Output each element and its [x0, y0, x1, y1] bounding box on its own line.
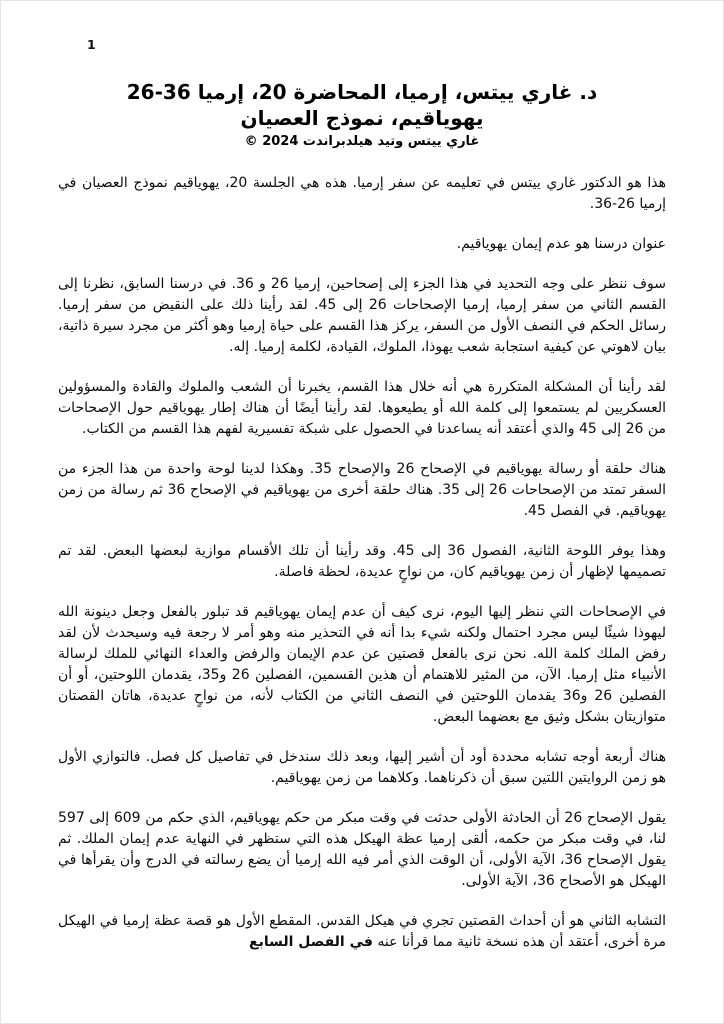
copyright-line: غاري ييتس وتيد هيلدبراندت 2024 © — [244, 134, 480, 149]
paragraph-chapter26-timing: يقول الإصحاح 26 أن الحادثة الأولى حدثت في وقت مبكر من حكم يهوياقيم، الذي حكم من 609 إلى 597 لنا، في وقت مبكر من حكمه، ألقى إرميا عظة الهيكل هذه التي ستظهر في النهاية عدم إيمان الملك. ثم يقول الإصحاح 36، الآية الأولى، أن الوقت الذي أمر فيه الله إرميا أن يضع رسالته في الدرج وأن يقرأها في الهيكل هو الأصحاح 36، الآية الأولى. — [58, 810, 666, 889]
paragraph-intro: هذا هو الدكتور غاري ييتس في تعليمه عن سفر إرميا. هذه هي الجلسة 20، يهوياقيم نموذج العصيان في إرميا 26-36. — [58, 175, 666, 212]
paragraph-jehoiakim-episodes: هناك حلقة أو رسالة يهوياقيم في الإصحاح 26 والإصحاح 35. وهكذا لدينا لوحة واحدة من هذا الجزء من السفر تمتد من الإصحاحات 26 إلى 35. هناك حلقة أخرى من يهوياقيم في الإصحاح 36 ثم رسالة من زمن يهوياقيم. في الفصل 45. — [58, 461, 666, 519]
paragraph-four-similarities: هناك أربعة أوجه تشابه محددة أود أن أشير إليها، وبعد ذلك سندخل في تفاصيل كل فصل. فالتوازي الأول هو زمن الروايتين اللتين سبق أن ذكرناهما. وكلاهما من زمن يهوياقيم. — [58, 749, 666, 786]
document-body — [58, 173, 666, 953]
paragraph-second-similarity-bold: في الفصل السابع — [249, 934, 373, 950]
paragraph-second-similarity — [58, 911, 666, 953]
doc-title-line1: د. غاري ييتس، إرميا، المحاضرة 20، إرميا 36-26 — [126, 80, 598, 104]
paragraph-second-similarity-text: التشابه الثاني هو أن أحداث القصتين تجري في هيكل القدس. المقطع الأول هو قصة عظة إرميا في الهيكل مرة أخرى، أعتقد أن هذه نسخة ثانية مما قرأنا عنه — [58, 913, 666, 950]
document-header — [58, 79, 666, 149]
doc-title-line2: يهوياقيم، نموذج العصيان — [240, 106, 484, 130]
paragraph-overview: سوف ننظر على وجه التحديد في هذا الجزء إلى إصحاحين، إرميا 26 و 36. في درسنا السابق، نظرنا إلى القسم الثاني من سفر إرميا، إرميا الإصحاحات 26 إلى 45. لقد رأينا ذلك على النقيض من سفر إرميا. رسائل الحكم في النصف الأول من السفر، يركز هذا القسم على حياة إرميا وهو أكثر من مجرد سيرة ذاتية، بيان لاهوتي عن كيفية استجابة شعب يهوذا، الملوك، القيادة، لكلمة إرميا. إله. — [58, 276, 666, 355]
paragraph-lesson-title: عنوان درسنا هو عدم إيمان يهوياقيم. — [456, 236, 666, 252]
paragraph-recurring-problem: لقد رأينا أن المشكلة المتكررة هي أنه خلال هذا القسم، يخبرنا أن الشعب والملوك والقادة والمسؤولين العسكريين لم يستمعوا إلى كلمة الله أو يطيعوها. لقد رأينا أيضًا أن هناك إطار يهوياقيم حول الإصحاحات من 26 إلى 45 والذي أعتقد أنه يساعدنا في الحصول على شبكة تفسيرية لفهم هذا القسم من الكتاب. — [58, 379, 666, 437]
paragraph-unbelief-crystallized: في الإصحاحات التي ننظر إليها اليوم، نرى كيف أن عدم إيمان يهوياقيم قد تبلور بالفعل وجعل دينونة الله ليهوذا شيئًا ليس مجرد احتمال ولكنه شيء بدا أنه في التحذير منه وهو أمر لا رجعة فيه وسيحدث لأن لقد رفض الملك كلمة الله. نحن نرى بالفعل قصتين عن عدم الإيمان والرفض والعداء النهائي للملك لرسالة الأنبياء مثل إرميا. الآن، من المثير للاهتمام أن هذين القسمين، الفصلين 26 و35، يقدمان اللوحتين، أو أن الفصلين 26 و36 يقدمان اللوحتين في النصف الثاني من الكتاب لأنه، من نواحٍ عديدة، هاتان القصتان متوازيتان بشكل وثيق مع بعضهما البعض. — [58, 604, 666, 725]
page-number: 1 — [87, 37, 96, 52]
paragraph-second-panel: وهذا يوفر اللوحة الثانية، الفصول 36 إلى 45. وقد رأينا أن تلك الأقسام موازية لبعضها البعض. لقد تم تصميمها لإظهار أن زمن يهوياقيم كان، من نواحٍ عديدة، لحظة فاصلة. — [58, 543, 666, 580]
